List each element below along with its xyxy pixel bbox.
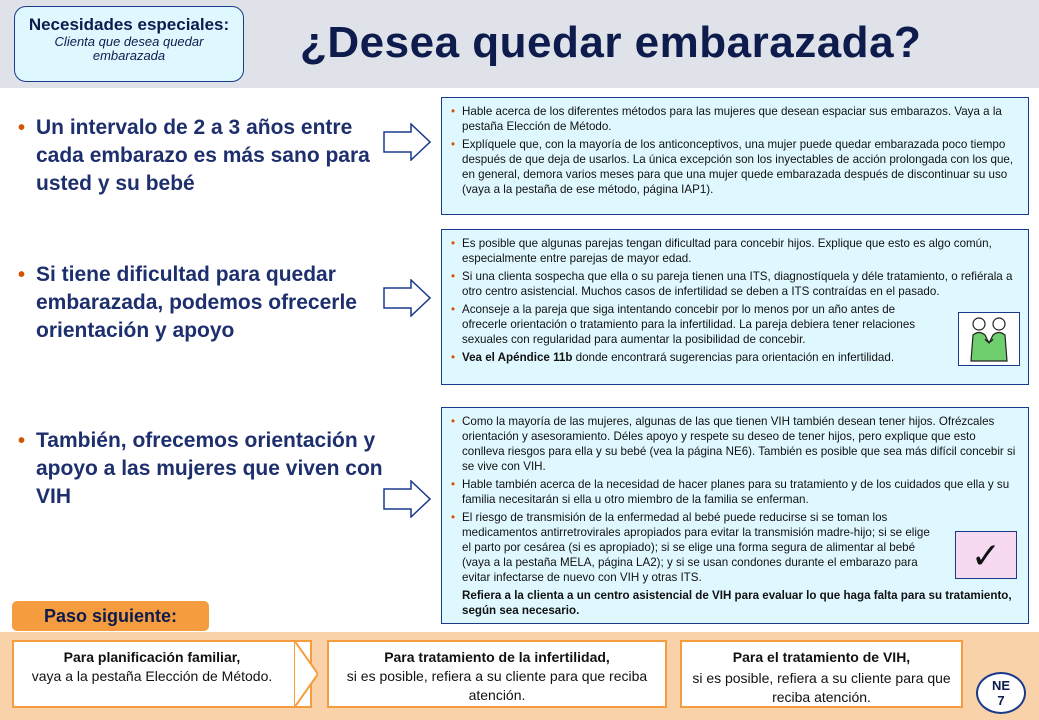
- page-title: ¿Desea quedar embarazada?: [300, 18, 922, 67]
- bullet-icon: •: [451, 478, 456, 491]
- bullet-icon: •: [451, 351, 456, 364]
- next-step-title: Para tratamiento de la infertilidad,: [384, 649, 610, 665]
- next-step-text: si es posible, refiera a su cliente para que reciba atención.: [692, 670, 951, 705]
- list-item: • Es posible que algunas parejas tengan dificultad para concebir hijos. Explique que esto es algo común, especialmente entre parejas de mayor edad.: [451, 237, 992, 265]
- arrow-right-icon: [383, 279, 431, 317]
- bullet-icon: •: [451, 270, 456, 283]
- section-1-panel: [441, 97, 1029, 215]
- next-step-family-planning: [12, 640, 312, 708]
- bullet-icon: •: [18, 264, 26, 286]
- bullet-icon: •: [451, 237, 456, 250]
- section-3-bullet: [18, 427, 416, 511]
- list-item: • El riesgo de transmisión de la enfermedad al bebé puede reducirse si se toman los medicamentos antirretrovirales apropiados para evitar la transmisión madre-hijo; si se elige el parto por cesárea (si es apropiado); si se elige una forma segura de alimentar al bebé (vaya a la pestaña MELA, página LA2); y si se usan condones durante el embarazo para evitar infectarse de nuevo con VIH y otras ITS.: [451, 511, 930, 584]
- list-item: • Explíquele que, con la mayoría de los anticonceptivos, una mujer puede quedar embarazada poco tiempo después de que deja de usarlos. La única excepción son los inyectables de acción prolongada con los que, en general, demora varios meses para que una mujer quede embarazada después de discontinuar su uso (vaya a la pestaña de ese método, página IAP1).: [451, 138, 1014, 196]
- bullet-icon: •: [451, 415, 456, 428]
- bullet-icon: •: [18, 430, 26, 452]
- category-box: [14, 6, 244, 82]
- bullet-icon: •: [451, 105, 456, 118]
- bullet-icon: •: [451, 511, 456, 524]
- next-step-text: si es posible, refiera a su cliente para que reciba atención.: [346, 668, 648, 703]
- section-3-text: También, ofrecemos orientación y apoyo a las mujeres que viven con VIH: [36, 429, 383, 508]
- category-subtitle: Clienta que desea quedar embarazada: [54, 34, 204, 63]
- referral-note: Refiera a la clienta a un centro asistencial de VIH para evaluar lo que haga falta para su tratamiento, según sea necesario.: [462, 589, 1012, 617]
- section-1-bullet: [18, 114, 376, 198]
- next-step-infertility: [327, 640, 667, 708]
- checkmark-icon: ✓: [955, 531, 1017, 579]
- section-2-panel: [441, 229, 1029, 385]
- arrow-right-icon: [383, 480, 431, 518]
- list-item: • Hable acerca de los diferentes métodos para las mujeres que desean espaciar sus embarazos. Vaya a la pestaña Elección de Método.: [451, 105, 1002, 133]
- appendix-link-text: Vea el Apéndice 11b: [462, 351, 573, 364]
- section-3-panel: [441, 407, 1029, 624]
- section-1-text: Un intervalo de 2 a 3 años entre cada embarazo es más sano para usted y su bebé: [36, 116, 370, 195]
- next-step-label: Paso siguiente:: [12, 601, 209, 631]
- list-item: • Si una clienta sospecha que ella o su pareja tienen una ITS, diagnostíquela y déle tratamiento, o refiérala a otro centro asistencial. Muchos casos de infertilidad se deben a ITS contraídas en el pasado.: [451, 270, 1013, 298]
- next-step-title: Para el tratamiento de VIH,: [732, 649, 911, 665]
- next-step-text: vaya a la pestaña Elección de Método.: [31, 668, 273, 684]
- section-2-text: Si tiene dificultad para quedar embarazada, podemos ofrecerle orientación y apoyo: [36, 263, 357, 342]
- list-item: • Vea el Apéndice 11b donde encontrará sugerencias para orientación en infertilidad.: [451, 351, 895, 364]
- next-step-title: Para planificación familiar,: [63, 649, 241, 665]
- couple-icon: [958, 312, 1020, 366]
- list-item: • Aconseje a la pareja que siga intentando concebir por lo menos por un año antes de ofrecerle orientación o tratamiento para la infertilidad. La pareja debiera tener relaciones sexuales con regularidad para aumentar la posibilidad de concebir.: [451, 303, 916, 346]
- arrow-right-icon: [383, 123, 431, 161]
- section-2-bullet: [18, 261, 386, 345]
- list-item: • Hable también acerca de la necesidad de hacer planes para su tratamiento y de los cuidados que ella y su familia necesitarán si ella u otro miembro de la familia se enferman.: [451, 478, 1010, 506]
- list-item: • Como la mayoría de las mujeres, algunas de las que tienen VIH también desean tener hijos. Ofrézcales orientación y asesoramiento. Déles apoyo y respete su deseo de tener hijos, pero explique que esto conlleva riesgos para ella y su bebé (vea la página NE6). También es posible que sea más difícil concebir si se vive con VIH.: [451, 415, 1016, 473]
- bullet-icon: •: [18, 117, 26, 139]
- bullet-icon: •: [451, 303, 456, 316]
- bullet-icon: •: [451, 138, 456, 151]
- category-title: Necesidades especiales:: [28, 15, 230, 34]
- next-step-hiv: [680, 640, 963, 708]
- page-number-badge: NE 7: [976, 672, 1026, 714]
